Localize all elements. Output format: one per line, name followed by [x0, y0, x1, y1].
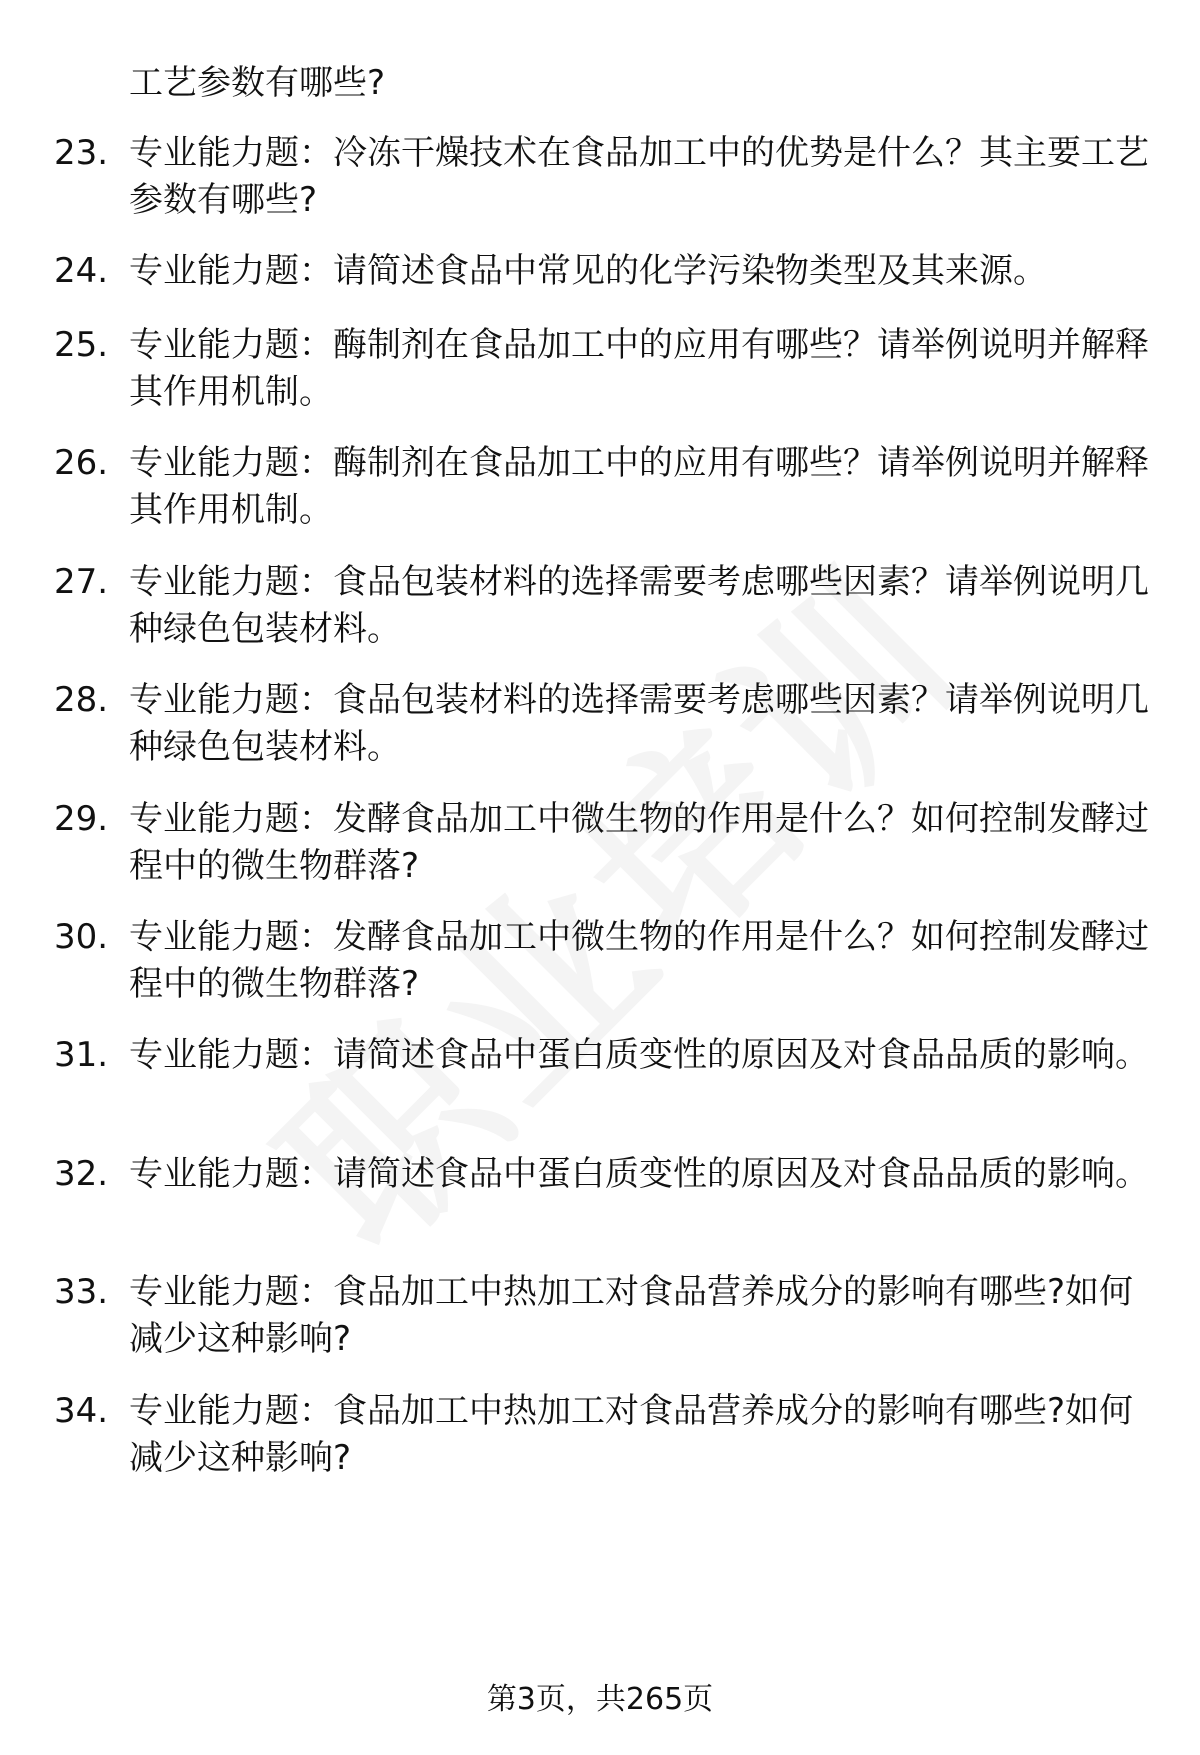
question-text: 专业能力题：酶制剂在食品加工中的应用有哪些？请举例说明并解释其作用机制。	[129, 325, 1149, 412]
page-number-footer: 第3页，共265页	[486, 1682, 714, 1717]
question-text: 专业能力题：食品加工中热加工对食品营养成分的影响有哪些?如何减少这种影响?	[129, 1272, 1134, 1359]
question-number: 25.	[54, 325, 109, 365]
question-text: 专业能力题：酶制剂在食品加工中的应用有哪些？请举例说明并解释其作用机制。	[129, 443, 1149, 530]
question-text: 专业能力题：请简述食品中蛋白质变性的原因及对食品品质的影响。	[129, 1035, 1149, 1075]
question-number: 32.	[54, 1154, 109, 1194]
question-number: 29.	[54, 799, 109, 839]
question-number: 23.	[54, 133, 109, 173]
continued-question-fragment: 工艺参数有哪些?	[129, 63, 386, 103]
question-text: 专业能力题：请简述食品中蛋白质变性的原因及对食品品质的影响。	[129, 1154, 1149, 1194]
question-number: 33.	[54, 1272, 109, 1312]
question-text: 专业能力题：食品包装材料的选择需要考虑哪些因素？请举例说明几种绿色包装材料。	[129, 562, 1149, 649]
question-text: 专业能力题：食品包装材料的选择需要考虑哪些因素？请举例说明几种绿色包装材料。	[129, 680, 1149, 767]
question-number: 34.	[54, 1391, 109, 1431]
question-number: 26.	[54, 443, 109, 483]
question-text: 专业能力题：冷冻干燥技术在食品加工中的优势是什么？其主要工艺参数有哪些?	[129, 133, 1149, 220]
question-text: 专业能力题：请简述食品中常见的化学污染物类型及其来源。	[129, 251, 1047, 291]
question-number: 30.	[54, 917, 109, 957]
watermark	[180, 720, 1040, 1080]
question-number: 31.	[54, 1035, 109, 1075]
question-text: 专业能力题：发酵食品加工中微生物的作用是什么？如何控制发酵过程中的微生物群落?	[129, 917, 1149, 1004]
question-number: 28.	[54, 680, 109, 720]
question-number: 27.	[54, 562, 109, 602]
question-number: 24.	[54, 251, 109, 291]
question-text: 专业能力题：发酵食品加工中微生物的作用是什么？如何控制发酵过程中的微生物群落?	[129, 799, 1149, 886]
question-text: 专业能力题：食品加工中热加工对食品营养成分的影响有哪些?如何减少这种影响?	[129, 1391, 1134, 1478]
